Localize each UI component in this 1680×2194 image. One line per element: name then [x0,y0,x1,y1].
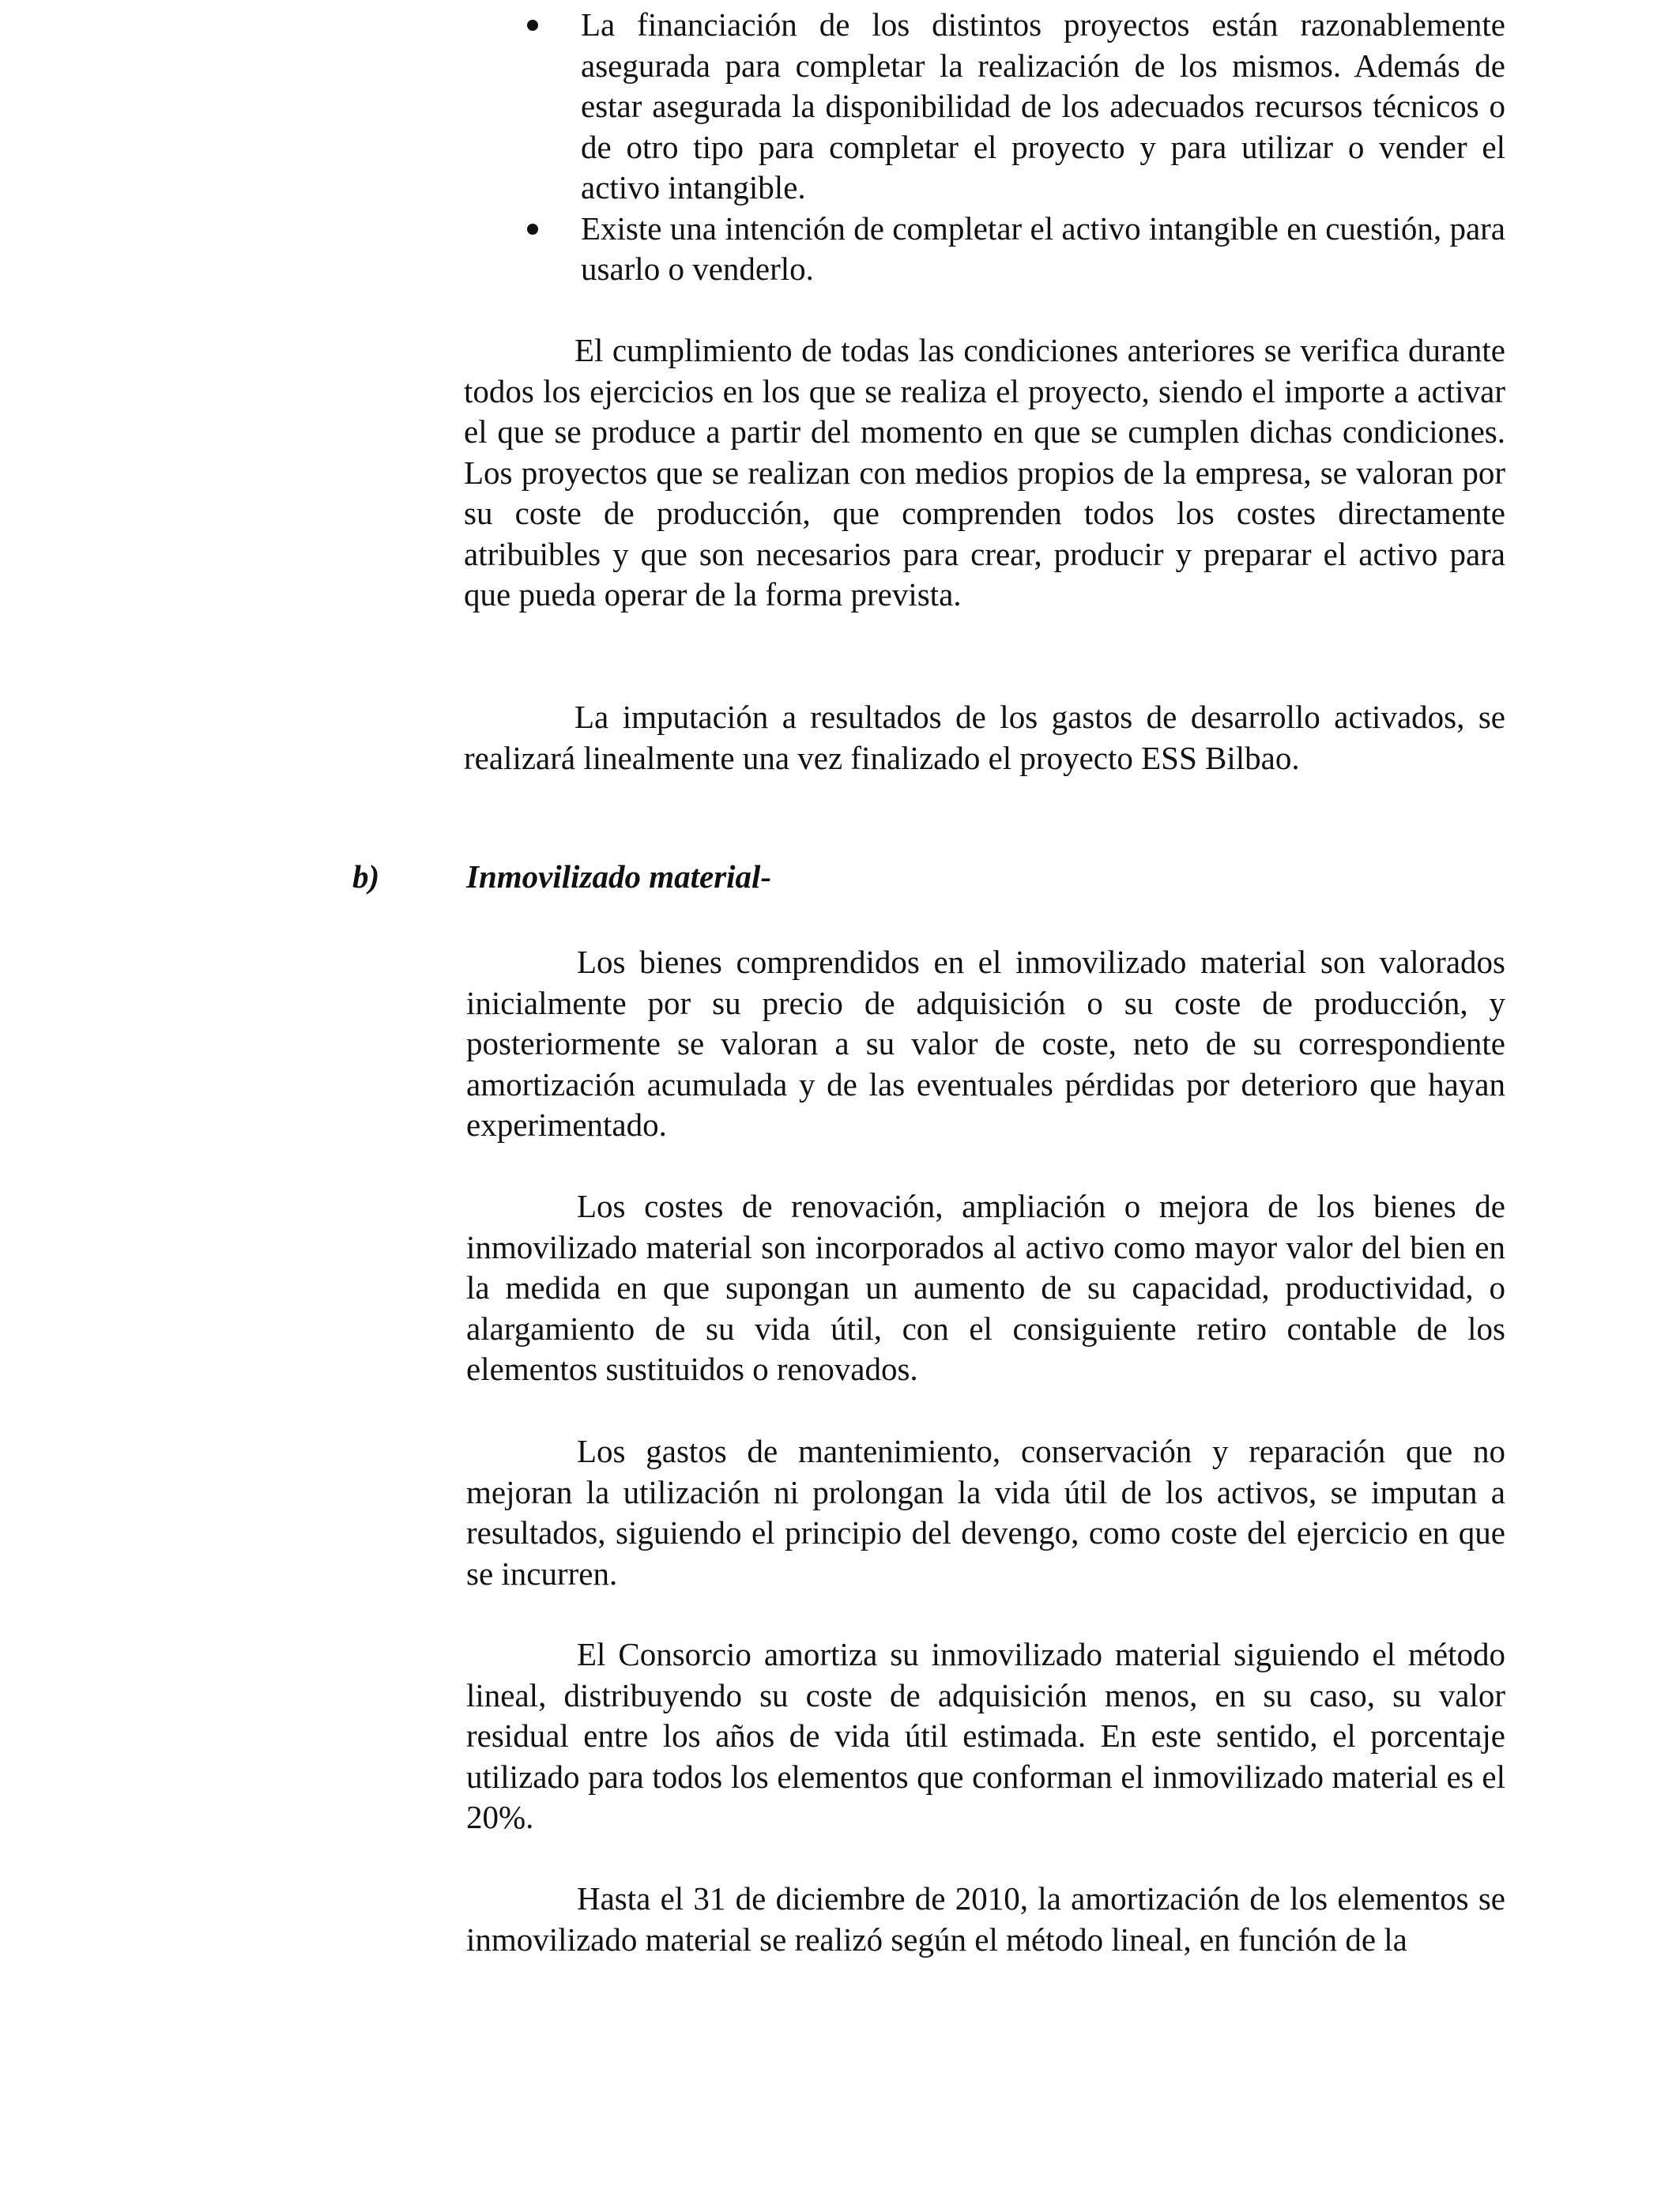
paragraph: El Consorcio amortiza su inmovilizado material siguiendo el método lineal, distribuyendo su coste de adquisición menos, en su caso, su valor residual entre los años de vida útil estimada. En este sentido, el porcentaje utilizado para todos los elementos que conforman el inmovilizado material es el 20%. [466,1636,1505,1835]
paragraph: La imputación a resultados de los gastos de desarrollo activados, se realizará linealmente una vez finalizado el proyecto ESS Bilbao. [464,699,1505,776]
paragraph: Los gastos de mantenimiento, conservación y reparación que no mejoran la utilización ni prolongan la vida útil de los activos, se imputan a resultados, siguiendo el principio del devengo, como coste del ejercicio en que se incurren. [466,1433,1505,1592]
bullet-text: La financiación de los distintos proyectos están razonablemente asegurada para completar la realización de los mismos. Además de estar asegurada la disponibilidad de los adecuados recursos técnicos o de otro tipo para completar el proyecto y para utilizar o vender el activo intangible. [581,6,1505,205]
bullet-item [581,5,1505,209]
paragraph: Los bienes comprendidos en el inmovilizado material son valorados inicialmente por su precio de adquisición o su coste de producción, y posteriormente se valoran a su valor de coste, neto de su correspondiente amortización acumulada y de las eventuales pérdidas por deterioro que hayan experimentado. [466,944,1505,1143]
paragraph: Hasta el 31 de diciembre de 2010, la amortización de los elementos se inmovilizado material se realizó según el método lineal, en función de la [466,1880,1505,1958]
bullet-list [581,5,1505,290]
section-heading: Inmovilizado material- [466,858,772,895]
bullet-dot-icon [527,224,538,235]
bullet-dot-icon [527,20,538,31]
bullet-text: Existe una intención de completar el activo intangible en cuestión, para usarlo o venderlo. [581,209,1505,287]
paragraph: El cumplimiento de todas las condiciones anteriores se verifica durante todos los ejercicios en los que se realiza el proyecto, siendo el importe a activar el que se produce a partir del momento en que se cumplen dichas condiciones. Los proyectos que se realizan con medios propios de la empresa, se valoran por su coste de producción, que comprenden todos los costes directamente atribuibles y que son necesarios para crear, producir y preparar el activo para que pueda operar de la forma prevista. [464,332,1505,613]
paragraph: Los costes de renovación, ampliación o mejora de los bienes de inmovilizado material son incorporados al activo como mayor valor del bien en la medida en que supongan un aumento de su capacidad, productividad, o alargamiento de su vida útil, con el consiguiente retiro contable de los elementos sustituidos o renovados. [466,1188,1505,1387]
section-letter: b) [352,858,380,895]
bullet-item [581,209,1505,290]
